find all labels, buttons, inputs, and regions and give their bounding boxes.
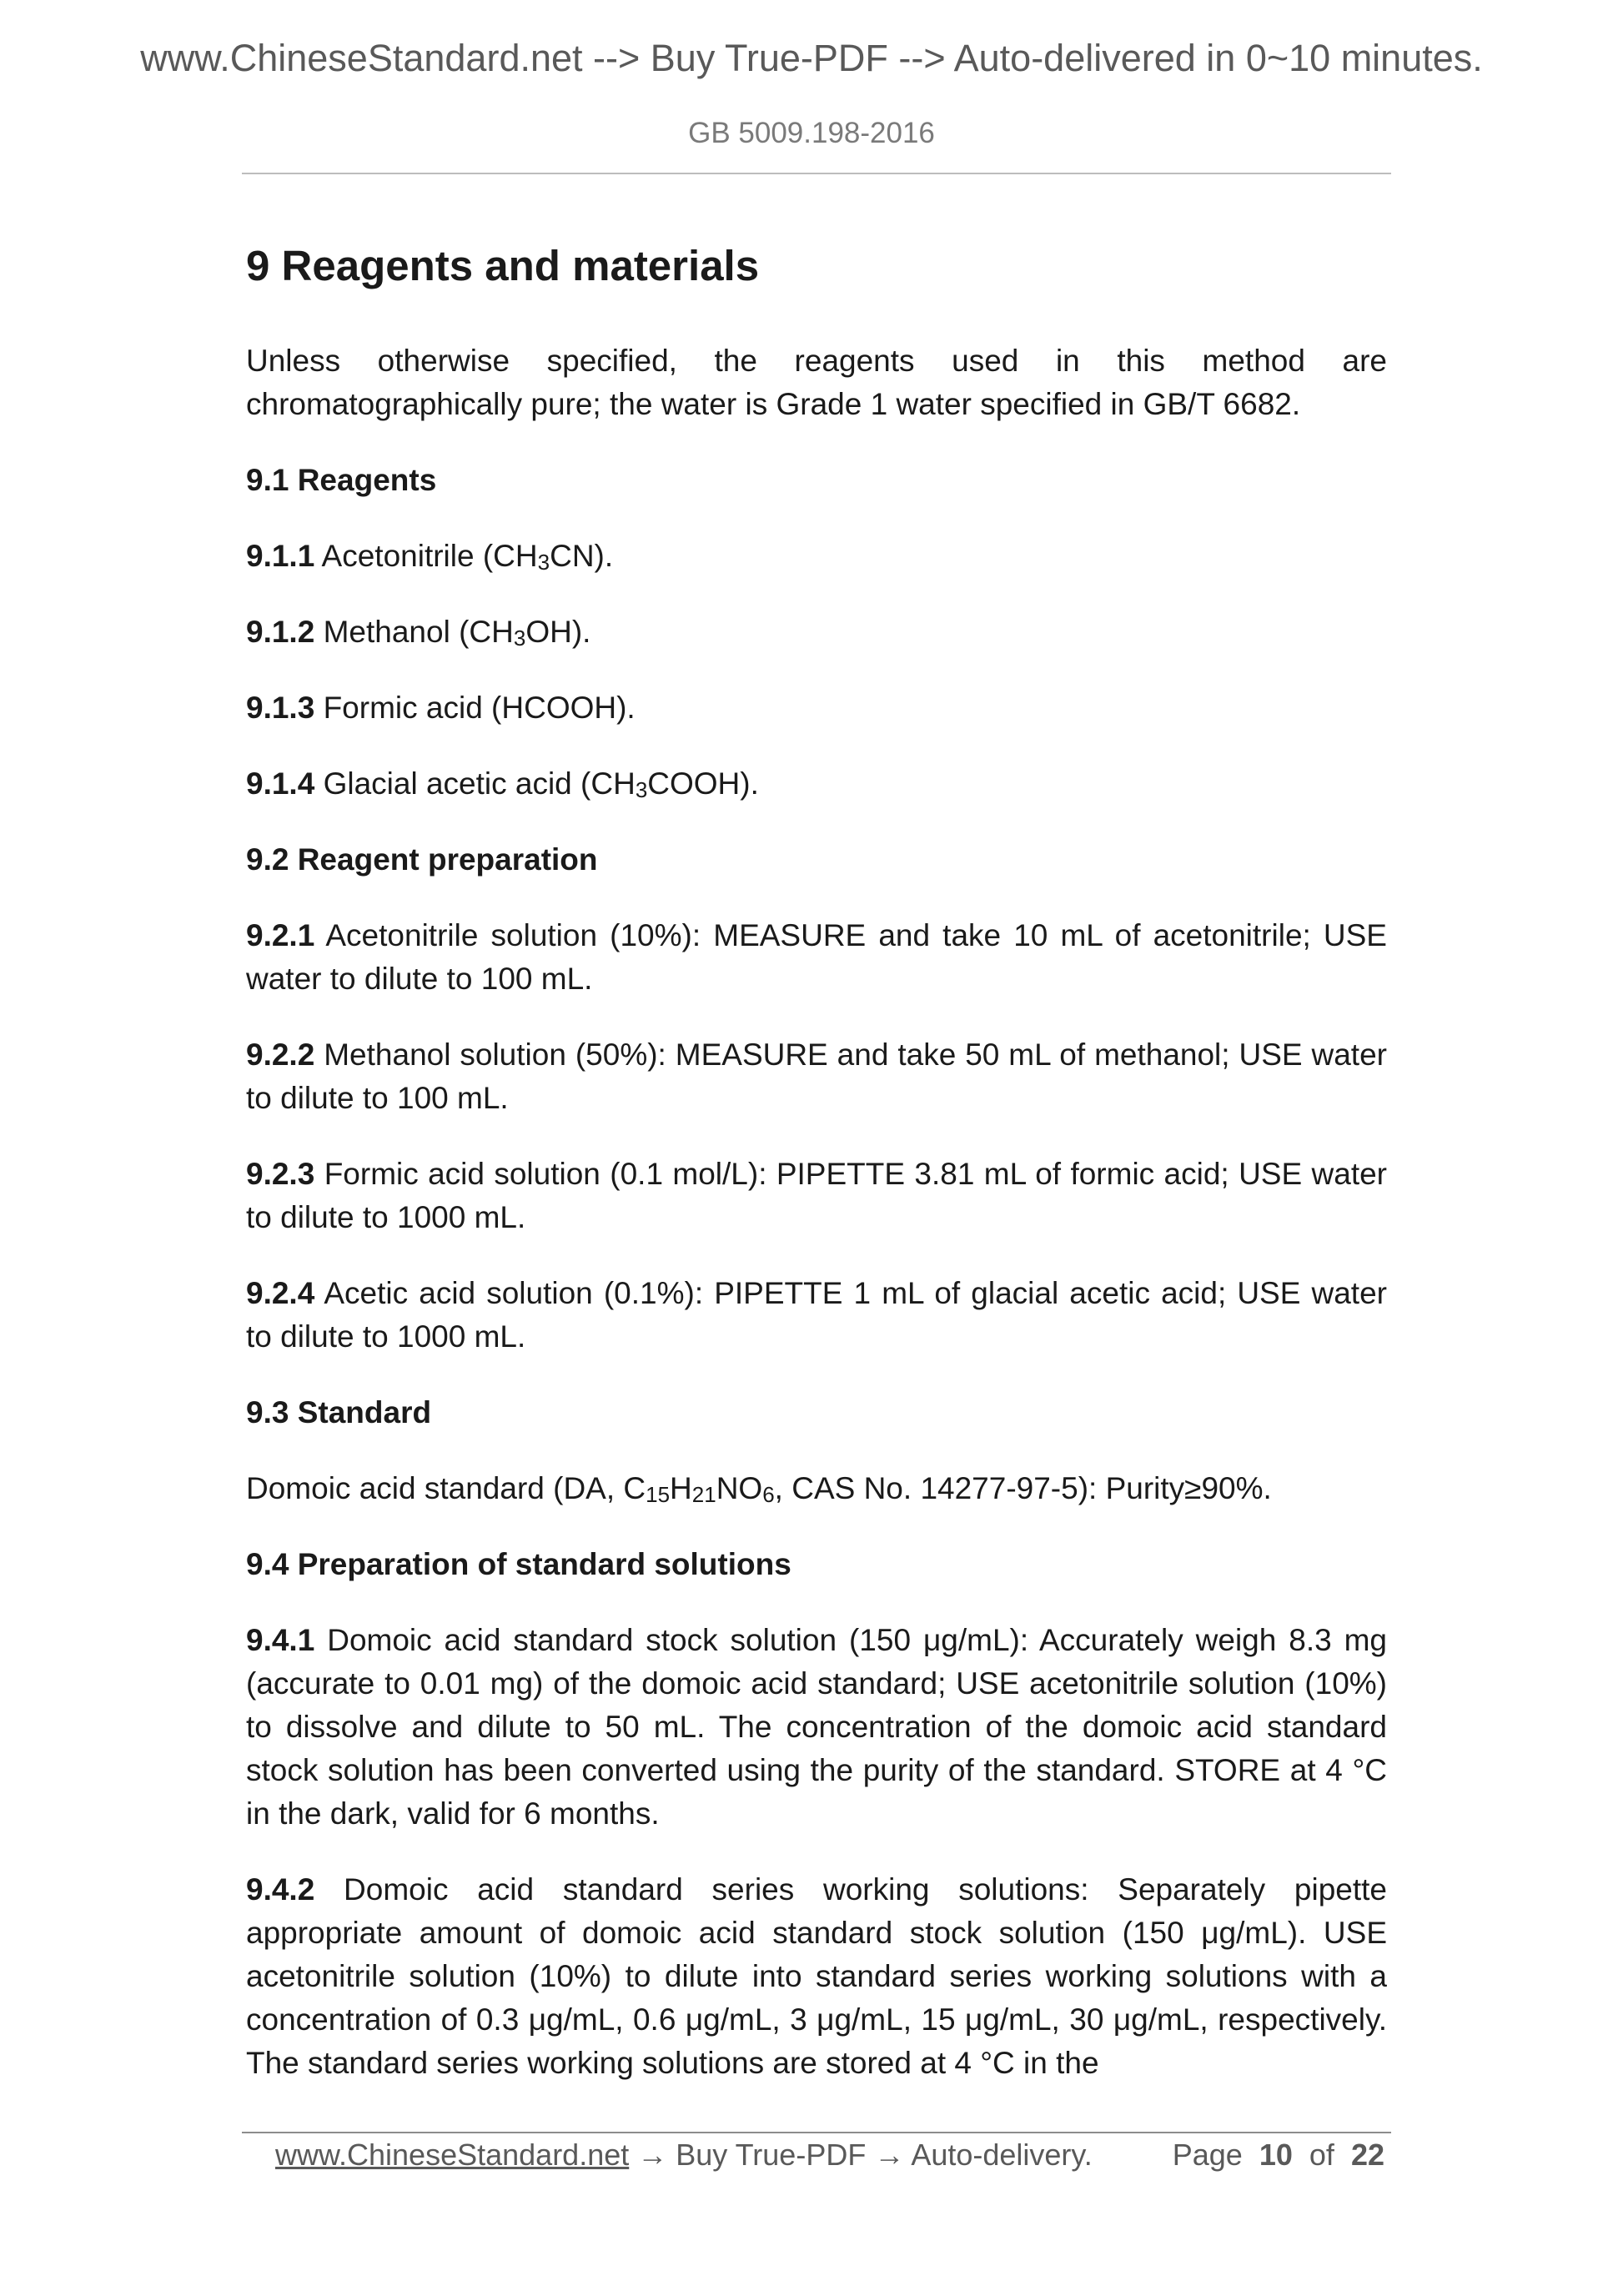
solution-text: Domoic acid standard series working solutions: Separately pipette appropriate amount of domoic acid standard stock solution (150 μg/mL). USE acetonitrile solution (10%) to dilute into standard series working solutions with a concentration of 0.3 μg/mL, 0.6 μg/mL, 3 μg/mL, 15 μg/mL, 30 μg/mL, respectively. The standard series working solutions are stored at 4 °C in the bbox=[246, 1872, 1387, 2080]
subscript: 21 bbox=[691, 1482, 716, 1507]
preparation-item bbox=[246, 1153, 1387, 1239]
solutions-heading: 9.4 Preparation of standard solutions bbox=[246, 1547, 791, 1581]
footer-website-link[interactable]: www.ChineseStandard.net bbox=[275, 2138, 630, 2172]
reagent-text: COOH). bbox=[647, 766, 759, 801]
reagent-item bbox=[246, 535, 1387, 578]
reagent-item bbox=[246, 686, 1387, 730]
clause-number: 9.1.4 bbox=[246, 766, 315, 801]
clause-number: 9.4.2 bbox=[246, 1872, 315, 1907]
page-footer bbox=[275, 2138, 1384, 2173]
page-indicator bbox=[1173, 2138, 1384, 2173]
preparation-text: Acetonitrile solution (10%): MEASURE and take 10 mL of acetonitrile; USE water to dilute to 100 mL. bbox=[246, 918, 1387, 996]
standard-text: , CAS No. 14277-97-5): Purity≥90%. bbox=[774, 1471, 1272, 1505]
preparation-text: Methanol solution (50%): MEASURE and take 50 mL of methanol; USE water to dilute to 100 mL. bbox=[246, 1037, 1387, 1115]
page-of: of bbox=[1309, 2138, 1334, 2172]
clause-number: 9.1.3 bbox=[246, 691, 315, 725]
top-banner: www.ChineseStandard.net --> Buy True-PDF --> Auto-delivered in 0~10 minutes. bbox=[140, 37, 1483, 79]
standard-text: H bbox=[670, 1471, 692, 1505]
subscript: 3 bbox=[635, 777, 648, 802]
preparation-text: Formic acid solution (0.1 mol/L): PIPETTE 3.81 mL of formic acid; USE water to dilute to 1000 mL. bbox=[246, 1157, 1388, 1234]
clause-number: 9.1.2 bbox=[246, 615, 315, 649]
solution-item bbox=[246, 1619, 1387, 1836]
standard-text: NO bbox=[716, 1471, 763, 1505]
reagent-item bbox=[246, 610, 1387, 654]
preparation-item bbox=[246, 1272, 1387, 1359]
preparation-heading: 9.2 Reagent preparation bbox=[246, 842, 598, 877]
subscript: 3 bbox=[513, 625, 526, 651]
footer-text: → Buy True-PDF → Auto-delivery. bbox=[629, 2138, 1093, 2172]
reagent-text: Formic acid (HCOOH). bbox=[323, 691, 636, 725]
reagent-text: Acetonitrile (CH bbox=[321, 539, 538, 573]
page-current: 10 bbox=[1259, 2138, 1293, 2172]
reagents-heading: 9.1 Reagents bbox=[246, 463, 437, 497]
clause-number: 9.4.1 bbox=[246, 1623, 315, 1657]
preparation-item bbox=[246, 1033, 1387, 1120]
header-divider bbox=[242, 173, 1391, 174]
standard-heading: 9.3 Standard bbox=[246, 1395, 432, 1429]
clause-number: 9.2.3 bbox=[246, 1157, 315, 1191]
footer-divider bbox=[242, 2132, 1391, 2133]
reagent-text: Glacial acetic acid (CH bbox=[323, 766, 636, 801]
clause-number: 9.2.1 bbox=[246, 918, 315, 952]
section-intro: Unless otherwise specified, the reagents used in this method are chromatographically pure; the water is Grade 1 water specified in GB/T 6682. bbox=[246, 344, 1387, 421]
subscript: 15 bbox=[646, 1482, 671, 1507]
subscript: 3 bbox=[537, 550, 550, 575]
page-label: Page bbox=[1172, 2138, 1243, 2172]
standard-description bbox=[246, 1467, 1387, 1510]
standard-text: Domoic acid standard (DA, C bbox=[246, 1471, 646, 1505]
solution-text: Domoic acid standard stock solution (150 μg/mL): Accurately weigh 8.3 mg (accurate to 0.01 mg) of the domoic acid standard; USE acetonitrile solution (10%) to dissolve and dilute to 50 mL. The concentration of the domoic acid standard stock solution has been converted using the purity of the standard. STORE at 4 °C in the dark, valid for 6 months. bbox=[246, 1623, 1387, 1831]
reagent-text: CN). bbox=[550, 539, 614, 573]
reagent-item bbox=[246, 762, 1387, 806]
clause-number: 9.2.2 bbox=[246, 1037, 315, 1072]
preparation-item bbox=[246, 914, 1387, 1001]
clause-number: 9.1.1 bbox=[246, 539, 315, 573]
standard-number: GB 5009.198-2016 bbox=[688, 117, 935, 149]
clause-number: 9.2.4 bbox=[246, 1276, 315, 1310]
reagent-text: OH). bbox=[525, 615, 591, 649]
solution-item bbox=[246, 1868, 1387, 2085]
document-body bbox=[246, 236, 1387, 2118]
preparation-text: Acetic acid solution (0.1%): PIPETTE 1 mL of glacial acetic acid; USE water to dilute to 1000 mL. bbox=[246, 1276, 1387, 1354]
page-total: 22 bbox=[1350, 2138, 1384, 2172]
subscript: 6 bbox=[762, 1482, 775, 1507]
reagent-text: Methanol (CH bbox=[323, 615, 514, 649]
section-title: 9 Reagents and materials bbox=[246, 242, 760, 289]
